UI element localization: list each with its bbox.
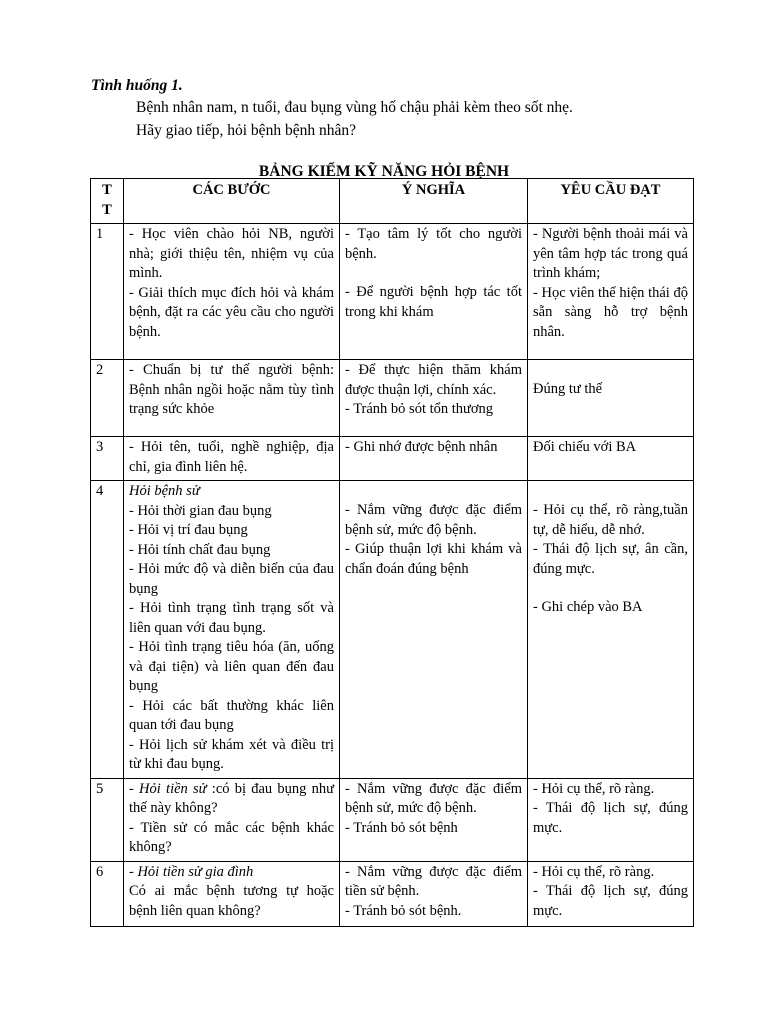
meaning-text: - Tạo tâm lý tốt cho người bệnh. xyxy=(345,226,522,262)
requirement-text: - Người bệnh thoải mái và yên tâm hợp tác trong quá trình khám; xyxy=(533,226,688,281)
step-text: - Hỏi tình trạng tiêu hóa (ăn, uống và đại tiện) và liên quan đến đau bụng xyxy=(129,639,334,694)
checklist-table xyxy=(90,178,694,927)
step-text: - Hỏi tình trạng tình trạng sốt và liên quan với đau bụng. xyxy=(129,600,334,636)
step-text: - Giải thích mục đích hỏi và khám bệnh, đặt ra các yêu cầu cho người bệnh. xyxy=(129,284,334,340)
header-meaning: Ý NGHĨA xyxy=(340,179,528,224)
step-text: - Hỏi tên, tuổi, nghề nghiệp, địa chỉ, gia đình liên hệ. xyxy=(129,439,334,475)
row-number: 3 xyxy=(91,437,124,481)
meaning-cell xyxy=(340,861,528,926)
header-steps: CÁC BƯỚC xyxy=(124,179,340,224)
step-text: Có ai mắc bệnh tương tự hoặc bệnh liên quan không? xyxy=(129,883,334,919)
row-number: 6 xyxy=(91,861,124,926)
table-row xyxy=(91,778,694,861)
step-heading-line xyxy=(129,780,334,819)
step-text: - Hỏi thời gian đau bụng xyxy=(129,502,272,519)
row-number: 5 xyxy=(91,778,124,861)
requirement-cell xyxy=(528,861,694,926)
scenario-question: Hãy giao tiếp, hỏi bệnh bệnh nhân? xyxy=(136,122,356,139)
step-text: - Hỏi lịch sử khám xét và điều trị từ khi đau bụng. xyxy=(129,736,334,772)
step-text: - Hỏi vị trí đau bụng xyxy=(129,522,248,538)
meaning-text: - Tránh bỏ sót bệnh. xyxy=(345,902,462,919)
meaning-text: - Tránh bỏ sót tổn thương xyxy=(345,401,494,417)
table-header-row xyxy=(91,179,694,224)
steps-cell xyxy=(124,481,340,779)
steps-cell xyxy=(124,861,340,926)
table-row xyxy=(91,861,694,926)
meaning-text: - Để thực hiện thăm khám được thuận lợi, chính xác. xyxy=(345,362,522,398)
meaning-text: - Tránh bỏ sót bệnh xyxy=(345,819,458,836)
header-tt: TT xyxy=(91,179,124,224)
step-text: - Hỏi mức độ và diễn biến của đau bụng xyxy=(129,561,334,597)
requirement-cell xyxy=(528,778,694,861)
requirement-cell xyxy=(528,437,694,481)
requirement-text: - Hỏi cụ thể, rõ ràng,tuần tự, dễ hiểu, dễ nhớ. xyxy=(533,502,688,538)
steps-cell xyxy=(124,778,340,861)
table-row xyxy=(91,437,694,481)
meaning-text: - Nắm vững được đặc điểm bệnh sử, mức độ bệnh. xyxy=(345,502,522,538)
step-text: - Chuẩn bị tư thế người bệnh: Bệnh nhân ngồi hoặc nằm tùy tình trạng sức khỏe xyxy=(129,362,334,417)
table-row xyxy=(91,224,694,360)
meaning-text: - Để người bệnh hợp tác tốt trong khi khám xyxy=(345,284,522,320)
requirement-text: - Hỏi cụ thể, rõ ràng. xyxy=(533,780,655,797)
header-requirement: YÊU CẦU ĐẠT xyxy=(528,179,694,224)
row-number: 1 xyxy=(91,224,124,360)
requirement-text: - Học viên thể hiện thái độ sẵn sàng hỗ trợ bệnh nhân. xyxy=(533,284,688,340)
meaning-text: - Giúp thuận lợi khi khám và chẩn đoán đúng bệnh xyxy=(345,541,522,577)
meaning-text: - Nắm vững được đặc điểm tiền sử bệnh. xyxy=(345,863,522,899)
steps-cell xyxy=(124,360,340,437)
requirement-text: Đúng tư thế xyxy=(533,381,603,397)
requirement-text: Đối chiếu với BA xyxy=(533,439,637,455)
step-text: - Học viên chào hỏi NB, người nhà; giới thiệu tên, nhiệm vụ của mình. xyxy=(129,226,334,281)
meaning-cell xyxy=(340,437,528,481)
requirement-text: - Hỏi cụ thể, rõ ràng. xyxy=(533,863,655,880)
scenario-description: Bệnh nhân nam, n tuổi, đau bụng vùng hố chậu phải kèm theo sốt nhẹ. xyxy=(136,99,573,116)
step-text: - Hỏi tính chất đau bụng xyxy=(129,541,271,558)
requirement-text: - Thái độ lịch sự, đúng mực. xyxy=(533,883,688,919)
step-text: - Hỏi các bất thường khác liên quan tới đau bụng xyxy=(129,697,334,733)
requirement-text: - Thái độ lịch sự, đúng mực. xyxy=(533,800,688,836)
requirement-text: - Thái độ lịch sự, ân cần, đúng mực. xyxy=(533,541,688,577)
table-row xyxy=(91,360,694,437)
steps-cell xyxy=(124,437,340,481)
table-title: BẢNG KIỂM KỸ NĂNG HỎI BỆNH xyxy=(258,163,510,180)
meaning-cell xyxy=(340,778,528,861)
section-heading: Hỏi bệnh sử xyxy=(129,483,200,499)
meaning-text: - Ghi nhớ được bệnh nhân xyxy=(345,439,498,455)
meaning-cell xyxy=(340,224,528,360)
requirement-text: - Ghi chép vào BA xyxy=(533,599,643,615)
requirement-cell xyxy=(528,481,694,779)
requirement-cell xyxy=(528,360,694,437)
row-number: 4 xyxy=(91,481,124,779)
meaning-text: - Nắm vững được đặc điểm bệnh sử, mức độ bệnh. xyxy=(345,780,522,816)
row-number: 2 xyxy=(91,360,124,437)
requirement-cell xyxy=(528,224,694,360)
step-text: - Tiền sử có mắc các bệnh khác không? xyxy=(129,819,334,855)
meaning-cell xyxy=(340,360,528,437)
table-row xyxy=(91,481,694,779)
heading-rest: :có bị đau bụng như thế này không? xyxy=(129,780,334,816)
section-heading: - Hỏi tiền sử gia đình xyxy=(129,863,254,880)
scenario-title: Tình huống 1. xyxy=(91,77,183,94)
section-heading: - Hỏi tiền sử xyxy=(129,780,207,797)
steps-cell xyxy=(124,224,340,360)
meaning-cell xyxy=(340,481,528,779)
